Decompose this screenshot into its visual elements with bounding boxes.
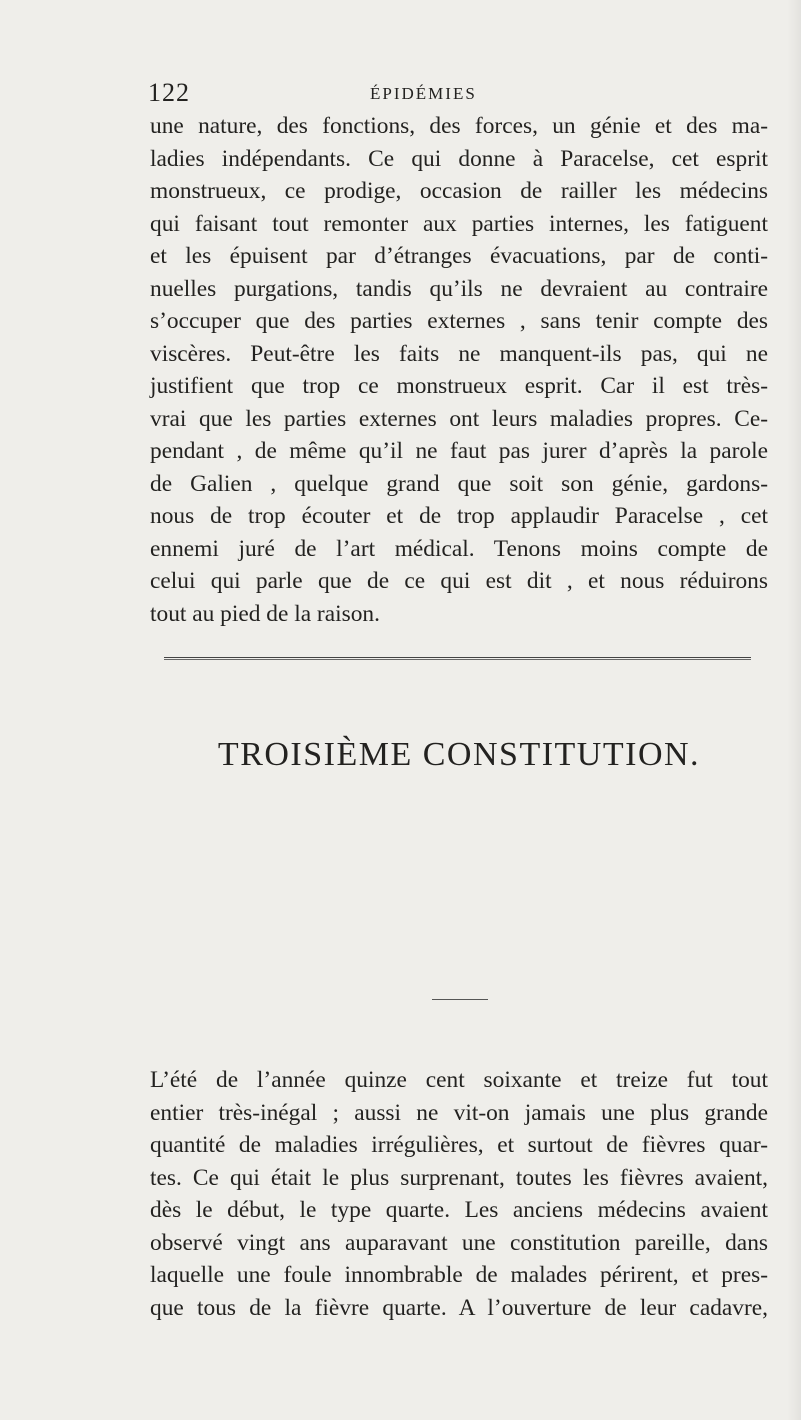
text-line: viscères. Peut-être les faits ne manquent-ils pas, qui ne: [150, 340, 768, 367]
paragraph-1: [150, 110, 768, 630]
paragraph-2: [150, 1064, 768, 1324]
page-number: 122: [148, 78, 190, 107]
text-line: et les épuisent par d’étranges évacuations, par de conti-: [150, 243, 768, 269]
text-line: que tous de la fièvre quarte. A l’ouverture de leur cadavre,: [150, 1294, 768, 1321]
text-line: tes. Ce qui était le plus surprenant, toutes les fièvres avaient,: [150, 1164, 768, 1191]
page-edge-shadow: [787, 0, 801, 1420]
running-title: ÉPIDÉMIES: [370, 84, 477, 103]
text-line: dès le début, le type quarte. Les anciens médecins avaient: [150, 1197, 768, 1223]
text-line: une nature, des fonctions, des forces, un génie et des ma-: [150, 113, 768, 139]
text-line: justifient que trop ce monstrueux esprit. Car il est très-: [150, 373, 768, 399]
text-line: observé vingt ans auparavant une constitution pareille, dans: [150, 1229, 768, 1256]
text-line: pendant , de même qu’il ne faut pas jurer d’après la parole: [150, 438, 768, 464]
text-line: monstrueux, ce prodige, occasion de railler les médecins: [150, 178, 768, 204]
section-divider-rule: [164, 657, 751, 660]
text-line: ennemi juré de l’art médical. Tenons moins compte de: [150, 535, 768, 562]
text-line: entier très-inégal ; aussi ne vit-on jamais une plus grande: [150, 1099, 768, 1126]
text-line: s’occuper que des parties externes , sans tenir compte des: [150, 308, 768, 334]
text-line: L’été de l’année quinze cent soixante et treize fut tout: [150, 1067, 768, 1093]
text-line: celui qui parle que de ce qui est dit , et nous réduirons: [150, 568, 768, 594]
text-line: de Galien , quelque grand que soit son génie, gardons-: [150, 470, 768, 497]
section-heading: TROISIÈME CONSTITUTION.: [217, 736, 701, 773]
heading-underline-rule: [432, 999, 488, 1000]
text-line: qui faisant tout remonter aux parties internes, les fatiguent: [150, 210, 768, 237]
text-line: ladies indépendants. Ce qui donne à Paracelse, cet esprit: [150, 145, 768, 172]
text-line: quantité de maladies irrégulières, et surtout de fièvres quar-: [150, 1132, 768, 1158]
text-line: nous de trop écouter et de trop applaudir Paracelse , cet: [150, 503, 768, 529]
text-line: vrai que les parties externes ont leurs maladies propres. Ce-: [150, 405, 768, 432]
text-line: tout au pied de la raison.: [150, 600, 380, 627]
text-line: nuelles purgations, tandis qu’ils ne devraient au contraire: [150, 275, 768, 302]
text-line: laquelle une foule innombrable de malades périrent, et pres-: [150, 1262, 768, 1288]
running-head: [0, 78, 801, 108]
